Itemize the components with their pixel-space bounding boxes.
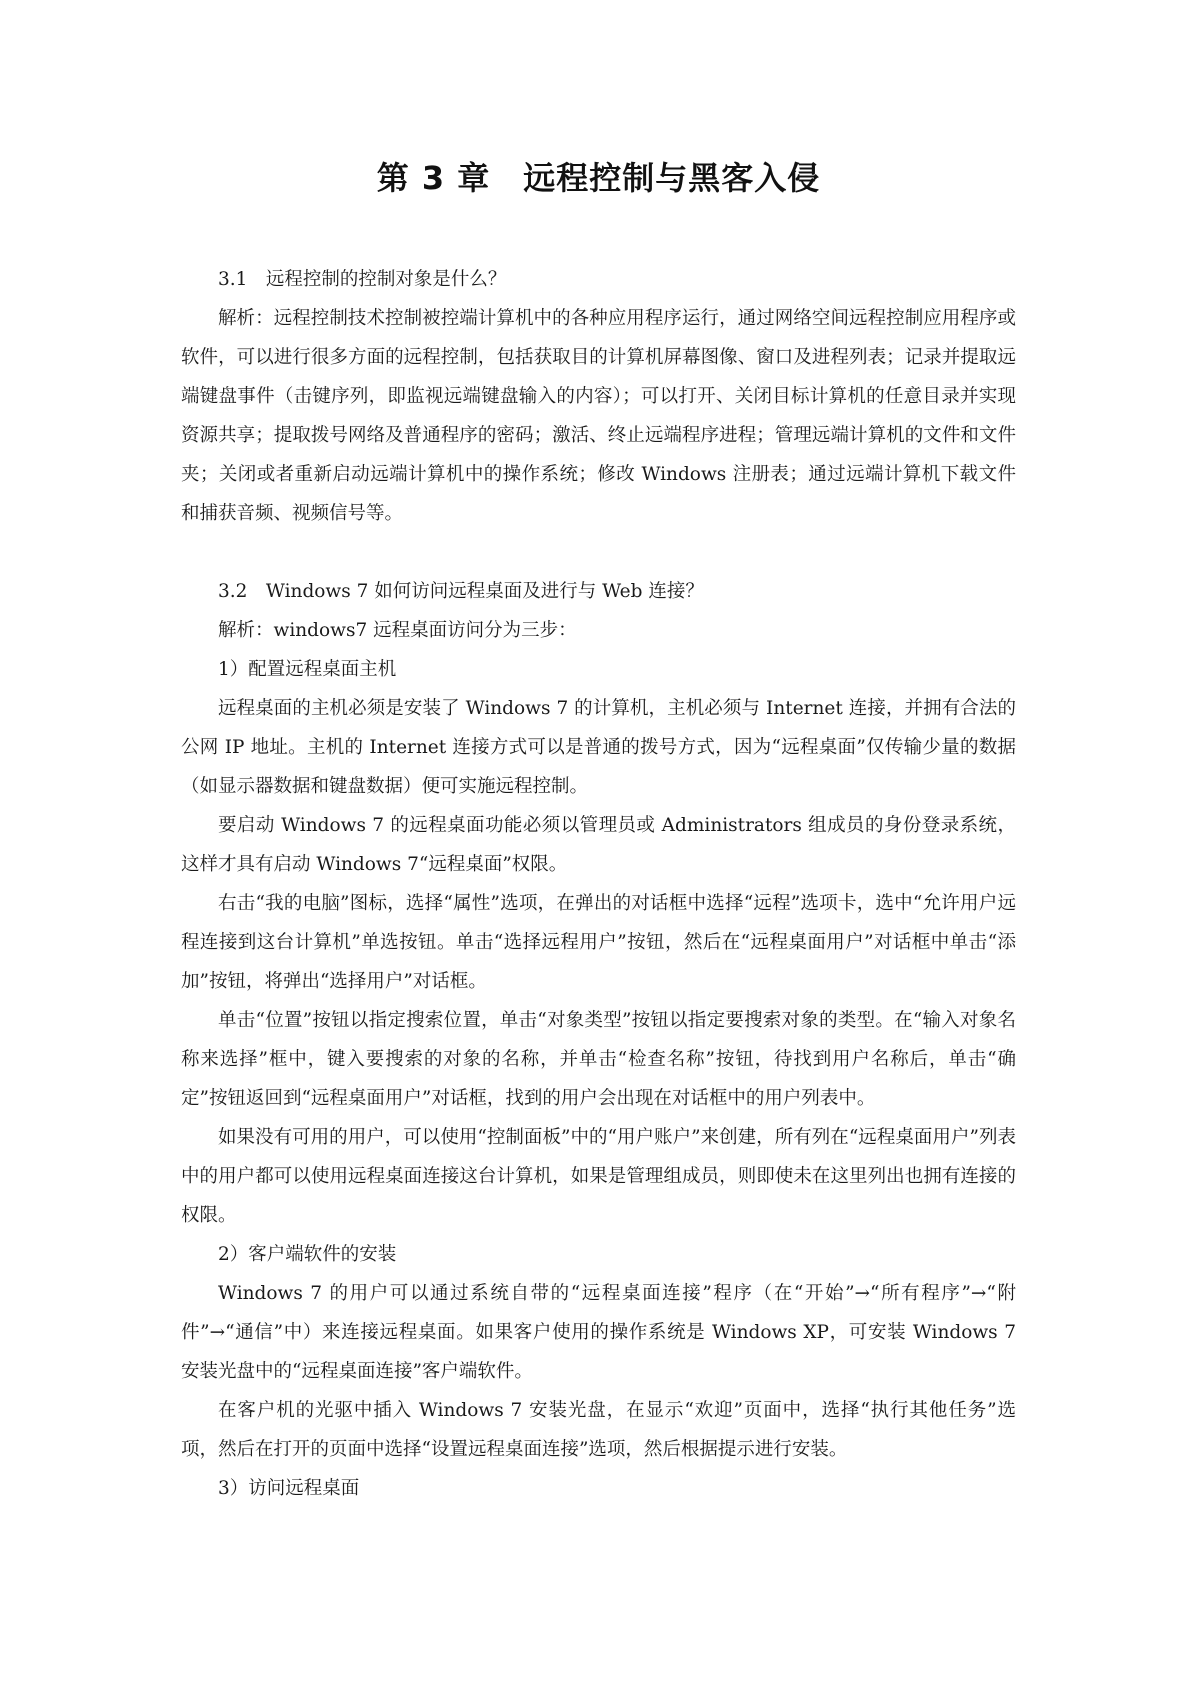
- answer-paragraph: 如果没有可用的用户，可以使用“控制面板”中的“用户账户”来创建，所有列在“远程桌面用户”列表中的用户都可以使用远程桌面连接这台计算机，如果是管理组成员，则即使未在这里列出也拥有连接的权限。: [181, 1127, 1016, 1226]
- step-heading: 1）配置远程桌面主机: [218, 659, 397, 680]
- answer-paragraph: 要启动 Windows 7 的远程桌面功能必须以管理员或 Administrators 组成员的身份登录系统，这样才具有启动 Windows 7“远程桌面”权限。: [181, 815, 1016, 875]
- chapter-title: 第 3 章 远程控制与黑客入侵: [376, 159, 821, 197]
- answer-paragraph: 远程桌面的主机必须是安装了 Windows 7 的计算机，主机必须与 Internet 连接，并拥有合法的公网 IP 地址。主机的 Internet 连接方式可以是普通的拨号方式，因为“远程桌面”仅传输少量的数据（如显示器数据和键盘数据）便可实施远程控制。: [181, 698, 1016, 797]
- document-body: [181, 260, 1016, 1508]
- question-heading: 3.2 Windows 7 如何访问远程桌面及进行与 Web 连接？: [218, 581, 704, 602]
- answer-paragraph: Windows 7 的用户可以通过系统自带的“远程桌面连接”程序（在“开始”→“所有程序”→“附件”→“通信”中）来连接远程桌面。如果客户使用的操作系统是 Windows XP，可安装 Windows 7 安装光盘中的“远程桌面连接”客户端软件。: [181, 1283, 1016, 1382]
- section-3-1: [181, 260, 1016, 533]
- step-heading: 2）客户端软件的安装: [218, 1244, 397, 1265]
- step-heading: 3）访问远程桌面: [218, 1478, 360, 1499]
- answer-paragraph: 右击“我的电脑”图标，选择“属性”选项，在弹出的对话框中选择“远程”选项卡，选中“允许用户远程连接到这台计算机”单选按钮。单击“选择远程用户”按钮，然后在“远程桌面用户”对话框中单击“添加”按钮，将弹出“选择用户”对话框。: [181, 893, 1016, 992]
- answer-paragraph: 单击“位置”按钮以指定搜索位置，单击“对象类型”按钮以指定要搜索对象的类型。在“输入对象名称来选择”框中，键入要搜索的对象的名称，并单击“检查名称”按钮，待找到用户名称后，单击“确定”按钮返回到“远程桌面用户”对话框，找到的用户会出现在对话框中的用户列表中。: [181, 1010, 1016, 1109]
- answer-paragraph: 在客户机的光驱中插入 Windows 7 安装光盘，在显示“欢迎”页面中，选择“执行其他任务”选项，然后在打开的页面中选择“设置远程桌面连接”选项，然后根据提示进行安装。: [181, 1400, 1016, 1460]
- section-3-2: [181, 572, 1016, 1508]
- question-heading: 3.1 远程控制的控制对象是什么？: [218, 269, 507, 290]
- answer-paragraph: 解析：windows7 远程桌面访问分为三步：: [218, 620, 577, 641]
- answer-paragraph: 解析：远程控制技术控制被控端计算机中的各种应用程序运行，通过网络空间远程控制应用程序或软件，可以进行很多方面的远程控制，包括获取目的计算机屏幕图像、窗口及进程列表；记录并提取远端键盘事件（击键序列，即监视远端键盘输入的内容）；可以打开、关闭目标计算机的任意目录并实现资源共享；提取拨号网络及普通程序的密码；激活、终止远端程序进程；管理远端计算机的文件和文件夹；关闭或者重新启动远端计算机中的操作系统；修改 Windows 注册表；通过远端计算机下载文件和捕获音频、视频信号等。: [181, 308, 1016, 524]
- section-spacer: [181, 533, 1016, 572]
